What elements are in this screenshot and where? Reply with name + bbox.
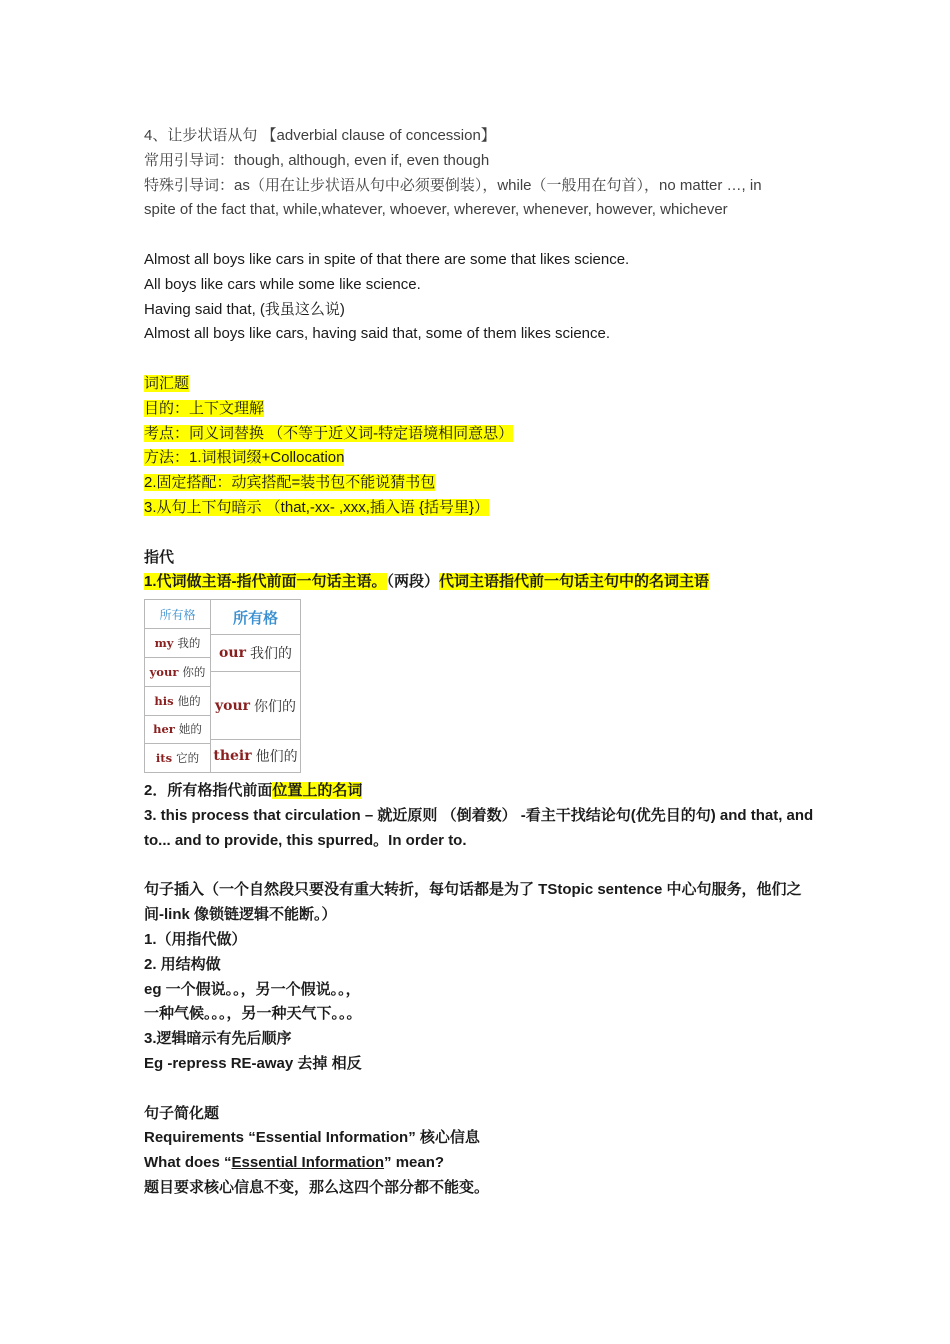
table-row: its 它的 [155, 751, 200, 766]
insertion-point: 3.逻辑暗示有先后顺序 [144, 1030, 292, 1048]
table-row: his 他的 [145, 687, 210, 716]
concession-special-words-2: spite of the fact that, while,whatever, whoever, wherever, whenever, however, whichever [144, 201, 728, 219]
blank-line [144, 854, 814, 879]
possessive-singular-column [145, 600, 211, 772]
vocab-method: 方法：1.词根词缀+Collocation [144, 449, 345, 467]
table-row: her 她的 [145, 716, 210, 745]
example-sentence: Almost all boys like cars in spite of that there are some that likes science. [144, 250, 630, 268]
example-sentence: All boys like cars while some like science. [144, 275, 421, 293]
concession-special-words-1: 特殊引导词：as（用在让步状语从句中必须要倒装），while（一般用在句首），no matter …, in [144, 176, 762, 194]
insertion-point: eg 一个假说。。，另一个假说。。， [144, 980, 361, 998]
reference-rule-1-part-a: 1.代词做主语-指代前面一句话主语。 [144, 573, 387, 591]
simplify-requirements: Requirements “Essential Information” 核心信息 [144, 1129, 480, 1147]
simplify-question [144, 1151, 814, 1176]
reference-rule-2-part-a: 2．所有格指代前面 [144, 782, 273, 800]
table-row: their 他们的 [213, 748, 298, 766]
simplify-question-start: What does “ [144, 1154, 232, 1172]
essential-information-underlined: Essential Information [231, 1154, 385, 1172]
example-sentence: Almost all boys like cars, having said that, some of them likes science. [144, 325, 611, 343]
simplify-note: 题目要求核心信息不变，那么这四个部分都不能变。 [144, 1178, 490, 1196]
vocab-collocation: 2.固定搭配：动宾搭配=装书包不能说猜书包 [144, 474, 436, 492]
blank-line [144, 521, 814, 546]
example-sentence: Having said that, (我虽这么说) [144, 300, 345, 318]
blank-line [144, 347, 814, 372]
table-row: your 你的 [145, 658, 210, 687]
blank-line [144, 1077, 814, 1102]
reference-rule-1-part-c: 代词主语指代前一句话主句中的名词主语 [439, 573, 710, 591]
table-row: my 我的 [145, 629, 210, 658]
possessive-plural-column [211, 600, 300, 772]
insertion-point: Eg -repress RE-away 去掉 相反 [144, 1054, 362, 1072]
reference-rule-1-part-b: （两段） [386, 573, 440, 591]
vocab-context-hint: 3.从句上下句暗示 （that,-xx- ,xxx,插入语 {括号里}） [144, 498, 490, 516]
vocab-focus: 考点：同义词替换 （不等于近义词-特定语境相同意思） [144, 424, 514, 442]
document-page [144, 124, 814, 1201]
reference-rule-3: 3. this process that circulation – 就近原则 （倒着数） -看主干找结论句(优先目的句) and that, and to... and to provide, this spurred。In order to. [144, 806, 814, 849]
concession-title: 4、让步状语从句 【adverbial clause of concession】 [144, 127, 496, 144]
insertion-point: 2. 用结构做 [144, 955, 221, 973]
insertion-point: 一种气候。。。，另一种天气下。。。 [144, 1005, 362, 1023]
simplify-question-end: ” mean? [384, 1154, 445, 1172]
vocab-purpose: 目的：上下文理解 [144, 399, 265, 417]
concession-common-words: 常用引导词：though, although, even if, even though [144, 151, 490, 169]
reference-rule-2-part-b: 位置上的名词 [272, 782, 363, 800]
simplify-heading: 句子简化题 [144, 1104, 220, 1122]
reference-rule-2 [144, 779, 814, 804]
insertion-intro: 句子插入（一个自然段只要没有重大转折，每句话都是为了 TStopic sentence 中心句服务，他们之间-link 像锁链逻辑不能断。） [144, 881, 802, 924]
vocab-heading: 词汇题 [144, 374, 190, 392]
possessive-table-image [144, 599, 301, 773]
insertion-point: 1.（用指代做） [144, 930, 247, 948]
blank-line [144, 223, 814, 248]
table-row: our 我们的 [211, 635, 300, 672]
table-row: your 你们的 [211, 672, 300, 740]
table-header: 所有格 [145, 600, 210, 629]
reference-heading: 指代 [144, 548, 175, 566]
reference-rule-1 [144, 570, 814, 595]
table-header: 所有格 [211, 600, 300, 635]
